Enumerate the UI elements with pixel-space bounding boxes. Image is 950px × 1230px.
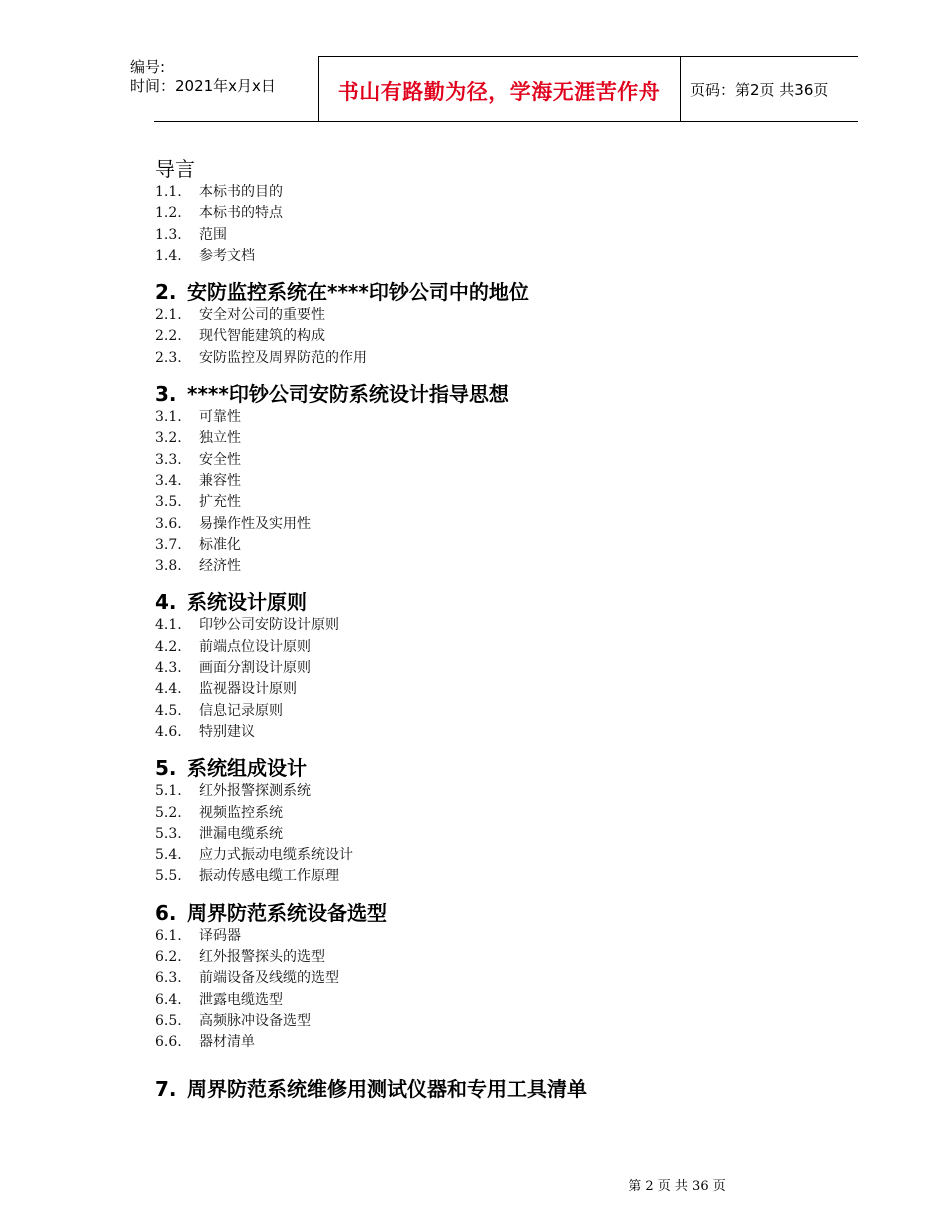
toc-sections: [155, 267, 855, 1101]
page-header: [128, 56, 858, 122]
toc-item[interactable]: [155, 722, 855, 743]
toc-item-number: 6.4.: [155, 991, 182, 1008]
toc-section-heading[interactable]: [155, 755, 855, 781]
toc-item-label: 器材清单: [199, 1034, 255, 1051]
header-bottom-rule: [154, 121, 858, 122]
toc-item-label: 本标书的特点: [199, 205, 283, 222]
toc-item[interactable]: [155, 866, 855, 887]
toc-item[interactable]: [155, 450, 855, 471]
document-number-label: 编号:: [130, 58, 166, 76]
header-page-number: 页码：第2页 共36页: [690, 81, 829, 99]
header-meta: [130, 58, 316, 96]
toc-item-label: 印钞公司安防设计原则: [199, 617, 339, 634]
toc-item[interactable]: [155, 637, 855, 658]
toc-section-heading[interactable]: [155, 900, 855, 926]
toc-item-label: 参考文档: [199, 247, 255, 264]
toc-section-heading[interactable]: [155, 381, 855, 407]
toc-section-number: 2.: [155, 280, 177, 305]
toc-item[interactable]: [155, 182, 855, 203]
toc-item-label: 译码器: [199, 927, 241, 944]
toc-item[interactable]: [155, 679, 855, 700]
toc-item-number: 6.5.: [155, 1012, 182, 1029]
toc-item-label: 兼容性: [199, 472, 241, 489]
toc-item-label: 前端点位设计原则: [199, 638, 311, 655]
document-time-label: 时间：2021年x月x日: [130, 77, 276, 95]
toc-item[interactable]: [155, 701, 855, 722]
toc-item-number: 4.4.: [155, 681, 182, 698]
toc-item[interactable]: [155, 407, 855, 428]
toc-item-number: 3.1.: [155, 409, 182, 426]
header-top-rule: [318, 56, 858, 57]
toc-item[interactable]: [155, 203, 855, 224]
toc-section-heading[interactable]: [155, 279, 855, 305]
toc-section-title: 系统设计原则: [187, 590, 307, 615]
toc-item-label: 视频监控系统: [199, 804, 283, 821]
toc-item[interactable]: [155, 824, 855, 845]
toc-item-number: 1.3.: [155, 226, 182, 243]
toc-item-number: 2.1.: [155, 307, 182, 324]
toc-item-label: 泄露电缆选型: [199, 991, 283, 1008]
page-footer: [0, 1175, 950, 1194]
table-of-contents: [155, 156, 855, 1102]
toc-item-number: 2.3.: [155, 349, 182, 366]
toc-item[interactable]: [155, 492, 855, 513]
toc-item-label: 现代智能建筑的构成: [199, 328, 325, 345]
toc-item-label: 高频脉冲设备选型: [199, 1012, 311, 1029]
toc-item-label: 前端设备及线缆的选型: [199, 970, 339, 987]
toc-item-label: 本标书的目的: [199, 184, 283, 200]
toc-section-number: 6.: [155, 900, 177, 925]
toc-item-label: 振动传感电缆工作原理: [199, 868, 339, 885]
toc-item[interactable]: [155, 968, 855, 989]
toc-item-number: 3.2.: [155, 430, 182, 447]
toc-item-number: 1.2.: [155, 205, 182, 222]
toc-item-label: 信息记录原则: [199, 702, 283, 719]
toc-item-label: 画面分割设计原则: [199, 660, 311, 677]
toc-item-label: 特别建议: [199, 723, 255, 740]
toc-section-title: 周界防范系统维修用测试仪器和专用工具清单: [187, 1076, 587, 1101]
toc-section-number: 5.: [155, 756, 177, 781]
toc-item-number: 6.2.: [155, 949, 182, 966]
toc-item-number: 3.6.: [155, 515, 182, 532]
toc-item[interactable]: [155, 947, 855, 968]
toc-item[interactable]: [155, 803, 855, 824]
toc-item[interactable]: [155, 348, 855, 369]
toc-section-title: 系统组成设计: [187, 756, 307, 781]
toc-item-number: 5.5.: [155, 868, 182, 885]
toc-section-title: 周界防范系统设备选型: [187, 900, 387, 925]
toc-item-label: 扩充性: [199, 494, 241, 511]
toc-item-label: 易操作性及实用性: [199, 515, 311, 532]
toc-item-number: 5.4.: [155, 847, 182, 864]
toc-item-number: 4.1.: [155, 617, 182, 634]
toc-item-number: 6.1.: [155, 927, 182, 944]
toc-section-number: 4.: [155, 590, 177, 615]
toc-section-heading[interactable]: [155, 1076, 855, 1102]
toc-item-number: 3.3.: [155, 451, 182, 468]
toc-intro-heading: 导言: [155, 157, 195, 181]
toc-item-number: 6.6.: [155, 1034, 182, 1051]
toc-item-label: 监视器设计原则: [199, 681, 297, 698]
toc-item-number: 3.4.: [155, 472, 182, 489]
toc-item[interactable]: [155, 305, 855, 326]
toc-item[interactable]: [155, 1032, 855, 1053]
toc-item[interactable]: [155, 926, 855, 947]
toc-item-number: 5.1.: [155, 783, 182, 800]
toc-item-number: 3.8.: [155, 558, 182, 575]
toc-section-heading[interactable]: [155, 589, 855, 615]
toc-item-number: 4.3.: [155, 660, 182, 677]
toc-item-number: 1.1.: [155, 184, 182, 200]
toc-item-number: 3.5.: [155, 494, 182, 511]
toc-item[interactable]: [155, 514, 855, 535]
footer-page-number: 第 2 页 共 36 页: [628, 1179, 726, 1194]
toc-item[interactable]: [155, 845, 855, 866]
toc-item-label: 安防监控及周界防范的作用: [199, 349, 367, 366]
toc-section-title: ****印钞公司安防系统设计指导思想: [187, 382, 509, 407]
toc-item-number: 5.2.: [155, 804, 182, 821]
header-divider: [680, 56, 681, 122]
toc-item-label: 红外报警探测系统: [199, 783, 311, 800]
toc-item-number: 4.6.: [155, 723, 182, 740]
toc-item[interactable]: [155, 225, 855, 246]
toc-item-number: 1.4.: [155, 247, 182, 264]
toc-section-number: 7.: [155, 1076, 177, 1101]
toc-item-number: 4.5.: [155, 702, 182, 719]
toc-item-label: 泄漏电缆系统: [199, 825, 283, 842]
toc-item[interactable]: [155, 781, 855, 802]
toc-section-title: 安防监控系统在****印钞公司中的地位: [187, 280, 529, 305]
toc-item-label: 经济性: [199, 558, 241, 575]
toc-item-label: 标准化: [199, 536, 241, 553]
header-motto: 书山有路勤为径，学海无涯苦作舟: [337, 80, 661, 104]
toc-intro-items: [155, 182, 855, 267]
toc-item-label: 应力式振动电缆系统设计: [199, 847, 353, 864]
toc-item[interactable]: [155, 246, 855, 267]
toc-item-number: 5.3.: [155, 825, 182, 842]
toc-item[interactable]: [155, 428, 855, 449]
toc-item-label: 安全性: [199, 451, 241, 468]
toc-item-label: 安全对公司的重要性: [199, 307, 325, 324]
toc-item-label: 红外报警探头的选型: [199, 949, 325, 966]
toc-item-label: 范围: [199, 226, 227, 243]
toc-item[interactable]: [155, 658, 855, 679]
toc-item-label: 可靠性: [199, 409, 241, 426]
toc-section-number: 3.: [155, 382, 177, 407]
toc-item[interactable]: [155, 535, 855, 556]
toc-item[interactable]: [155, 1011, 855, 1032]
toc-item[interactable]: [155, 990, 855, 1011]
toc-item-number: 2.2.: [155, 328, 182, 345]
toc-item[interactable]: [155, 471, 855, 492]
toc-item-label: 独立性: [199, 430, 241, 447]
toc-item[interactable]: [155, 326, 855, 347]
toc-item-number: 4.2.: [155, 638, 182, 655]
toc-item-number: 3.7.: [155, 536, 182, 553]
toc-item-number: 6.3.: [155, 970, 182, 987]
toc-item[interactable]: [155, 556, 855, 577]
toc-item[interactable]: [155, 615, 855, 636]
